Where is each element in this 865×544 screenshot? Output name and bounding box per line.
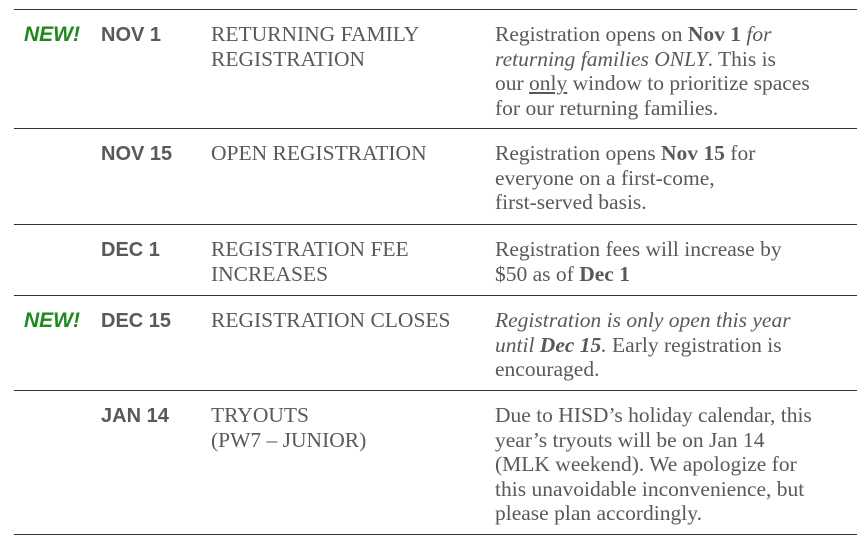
description-line: until Dec 15. Early registration is — [495, 332, 782, 357]
event-cell — [211, 22, 481, 71]
event-cell — [211, 141, 481, 166]
description-line: Registration opens Nov 15 for — [495, 141, 756, 165]
description-line: please plan accordingly. — [495, 501, 702, 525]
event-line: REGISTRATION FEE — [211, 237, 409, 261]
event-line: RETURNING FAMILY — [211, 22, 420, 46]
registration-schedule-table — [14, 9, 857, 535]
description-line: encouraged. — [495, 357, 600, 381]
description-line: first-served basis. — [495, 190, 647, 214]
schedule-row — [14, 296, 857, 391]
date-cell: NOV 15 — [101, 143, 173, 165]
description-cell — [495, 141, 857, 215]
new-badge: NEW! — [24, 309, 80, 332]
schedule-row — [14, 10, 857, 129]
description-line: Registration opens on Nov 1 for — [495, 22, 772, 46]
description-cell — [495, 403, 857, 526]
event-line: REGISTRATION — [211, 46, 366, 71]
description-line: our only window to prioritize spaces — [495, 71, 810, 95]
date-cell: NOV 1 — [101, 24, 162, 46]
event-line: TRYOUTS — [211, 403, 309, 427]
description-cell — [495, 22, 857, 120]
description-line: for our returning families. — [495, 95, 719, 120]
date-cell: DEC 15 — [101, 310, 172, 332]
description-line: returning families ONLY. This is — [495, 46, 776, 71]
date-cell: JAN 14 — [101, 405, 169, 427]
event-line: OPEN REGISTRATION — [211, 141, 427, 165]
event-line: REGISTRATION CLOSES — [211, 308, 451, 332]
event-cell — [211, 403, 481, 452]
event-cell — [211, 237, 481, 286]
description-line: Registration is only open this year — [495, 308, 791, 332]
description-cell — [495, 237, 857, 286]
schedule-row — [14, 129, 857, 225]
description-line: this unavoidable inconvenience, but — [495, 476, 805, 501]
description-line: $50 as of Dec 1 — [495, 261, 630, 286]
event-cell — [211, 308, 481, 333]
event-line: (PW7 – JUNIOR) — [211, 427, 367, 452]
date-cell: DEC 1 — [101, 239, 160, 261]
description-line: Due to HISD’s holiday calendar, this — [495, 403, 812, 427]
description-line: Registration fees will increase by — [495, 237, 782, 261]
description-line: year’s tryouts will be on Jan 14 — [495, 427, 765, 452]
event-line: INCREASES — [211, 261, 329, 286]
description-cell — [495, 308, 857, 382]
description-line: (MLK weekend). We apologize for — [495, 452, 797, 476]
new-badge: NEW! — [24, 23, 80, 46]
schedule-row — [14, 391, 857, 535]
description-line: everyone on a first-come, — [495, 165, 715, 190]
schedule-row — [14, 225, 857, 296]
